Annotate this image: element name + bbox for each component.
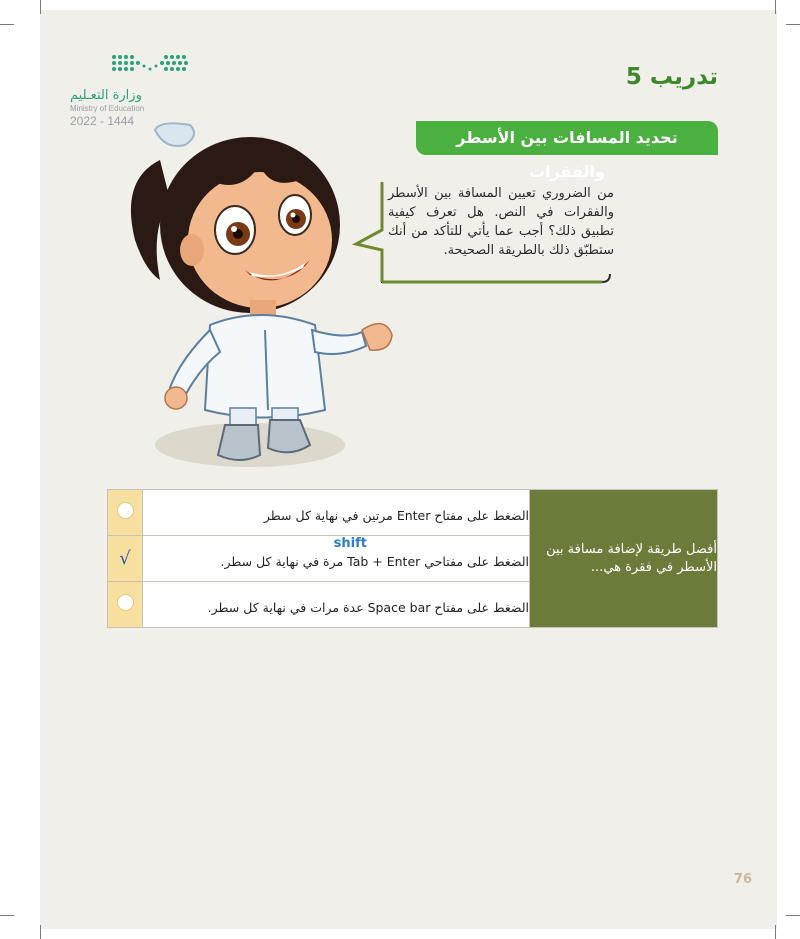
girl-character-illustration [100,120,400,470]
empty-answer-circle[interactable] [117,594,134,611]
exercise-subtitle-banner: تحديد المسافات بين الأسطر والفقرات [416,121,718,155]
checkmark-icon: √ [119,548,131,569]
logo-year: 2022 - 1444 [70,114,135,128]
crop-mark [40,0,41,14]
ministry-logo-icon [110,52,200,82]
empty-answer-circle[interactable] [117,502,134,519]
speech-bubble-text: من الضروري تعيين المسافة بين الأسطر والفقرات في النص. هل تعرف كيفية تطبيق ذلك؟ أجب عما يأتي للتأكد من أنك ستطبّق ذلك بالطريقة الصحيحة. [388,186,614,258]
answer-option: shift الضغط على مفتاحي Tab + Enter مرة في نهاية كل سطر. [143,536,530,582]
crop-mark [775,0,776,14]
question-prompt: أفضل طريقة لإضافة مسافة بين الأسطر في فقرة هي... [530,490,718,628]
ministry-logo [70,52,180,128]
exercise-title: تدريب 5 [625,64,718,90]
logo-arabic-name: وزارة التعـليم [70,88,142,103]
logo-english-name: Ministry of Education [70,104,145,113]
page-number: 76 [733,872,752,887]
crop-mark [0,915,14,916]
answer-option: الضغط على مفتاح Enter مرتين في نهاية كل سطر [143,490,530,536]
crop-mark [775,925,776,939]
crop-mark [786,24,800,25]
crop-mark [40,925,41,939]
handwritten-annotation: shift [333,536,367,551]
crop-mark [786,915,800,916]
answer-mark-cell[interactable] [108,582,143,628]
question-table [107,489,718,628]
answer-option: الضغط على مفتاح Space bar عدة مرات في نهاية كل سطر. [143,582,530,628]
table-row [108,490,718,536]
answer-mark-cell[interactable] [108,536,143,582]
answer-mark-cell[interactable] [108,490,143,536]
crop-mark [0,24,14,25]
